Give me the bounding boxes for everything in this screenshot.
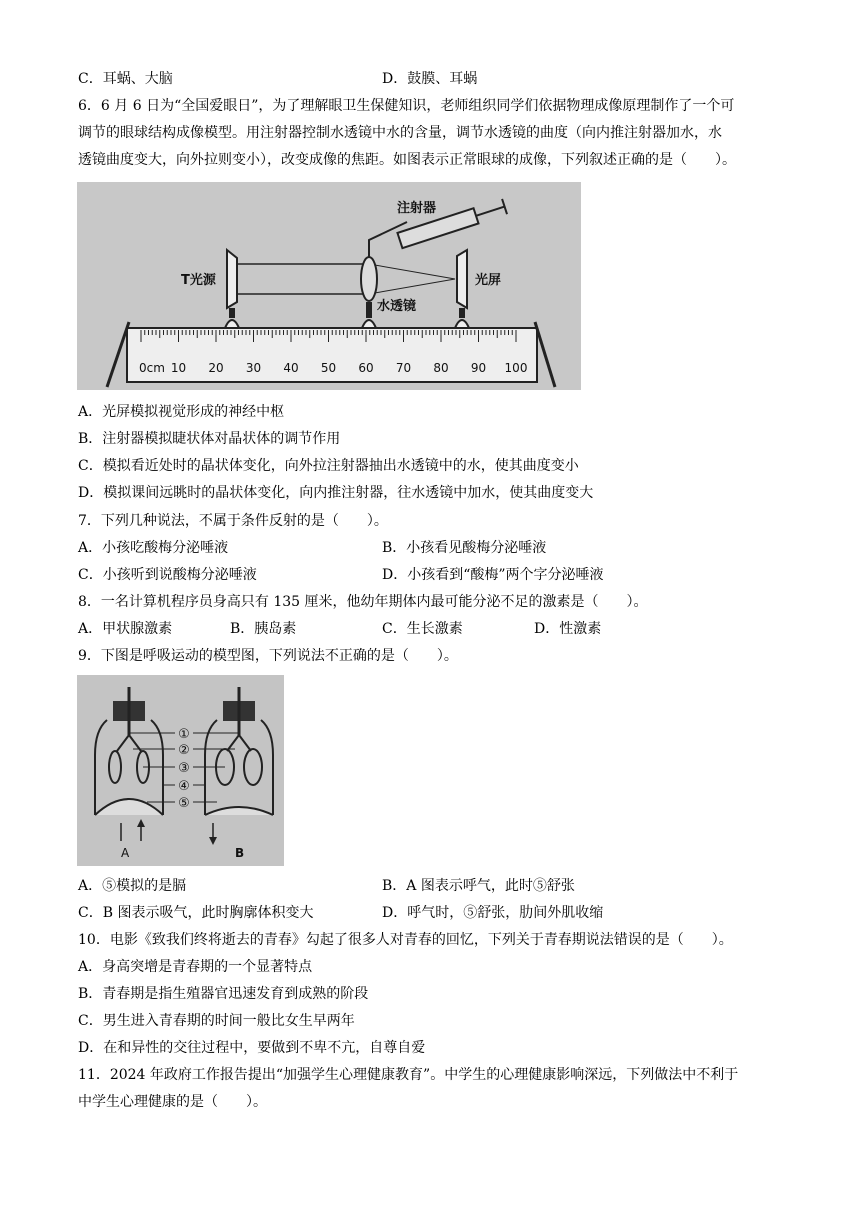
ruler-label: 80 (433, 361, 449, 375)
q6-stem-line-2: 调节的眼球结构成像模型。用注射器控制水透镜中水的含量，调节水透镜的曲度（向内推注射器加水，水 (78, 125, 722, 141)
q7-option-b: B．小孩看见酸梅分泌唾液 (382, 540, 547, 556)
q6-option-a: A．光屏模拟视觉形成的神经中枢 (78, 404, 285, 420)
figure-b-label: B (235, 846, 245, 860)
q10-option-b: B．青春期是指生殖器官迅速发育到成熟的阶段 (78, 986, 369, 1002)
q9-option-b: B．A 图表示呼气，此时⑤舒张 (382, 878, 575, 894)
q8-stem: 8．一名计算机程序员身高只有 135 厘米，他幼年期体内最可能分泌不足的激素是（ ）。 (78, 594, 648, 610)
q10-option-a: A．身高突增是青春期的一个显著特点 (78, 959, 313, 975)
q6-option-c: C．模拟看近处时的晶状体变化，向外拉注射器抽出水透镜中的水，使其曲度变小 (78, 458, 579, 474)
screen-label: 光屏 (475, 273, 502, 288)
q9-option-c: C．B 图表示吸气，此时胸廓体积变大 (78, 905, 314, 921)
q8-option-c: C．生长激素 (382, 621, 463, 637)
ruler-label: 30 (245, 361, 262, 375)
q7-option-c: C．小孩听到说酸梅分泌唾液 (78, 567, 257, 583)
lens-label: 水透镜 (377, 299, 417, 314)
q10-stem: 10．电影《致我们终将逝去的青春》勾起了很多人对青春的回忆，下列关于青春期说法错误的是（ ）。 (78, 932, 733, 948)
ruler-label: 10 (170, 361, 187, 375)
q10-option-c: C．男生进入青春期的时间一般比女生早两年 (78, 1013, 355, 1029)
part-4-label: ④ (178, 779, 190, 794)
ruler-label: 0cm (139, 361, 165, 375)
q8-option-a: A．甲状腺激素 (78, 621, 173, 637)
breathing-model-figure (77, 675, 284, 866)
syringe-label: 注射器 (397, 201, 437, 216)
q11-stem-line-1: 11．2024 年政府工作报告提出“加强学生心理健康教育”。中学生的心理健康影响深远，下列做法中不利于 (78, 1067, 739, 1083)
ruler-label: 40 (283, 361, 299, 375)
part-2-label: ② (178, 743, 190, 758)
q11-stem-line-2: 中学生心理健康的是（ ）。 (78, 1094, 267, 1110)
ruler-label: 20 (208, 361, 224, 375)
prev-option-d: D．鼓膜、耳蜗 (382, 71, 478, 87)
q8-option-d: D．性激素 (534, 621, 602, 637)
q7-stem: 7．下列几种说法，不属于条件反射的是（ ）。 (78, 513, 388, 529)
ruler-label: 90 (470, 361, 487, 375)
q9-stem: 9．下图是呼吸运动的模型图，下列说法不正确的是（ ）。 (78, 648, 458, 664)
q6-option-b: B．注射器模拟睫状体对晶状体的调节作用 (78, 431, 341, 447)
part-1-label: ① (178, 727, 190, 742)
light-source-label: T光源 (181, 273, 216, 288)
q10-option-d: D．在和异性的交往过程中，要做到不卑不亢，自尊自爱 (78, 1040, 426, 1056)
eye-model-figure (77, 182, 581, 390)
q8-option-b: B．胰岛素 (230, 621, 297, 637)
ruler-label: 60 (358, 361, 374, 375)
ruler-label: 50 (320, 361, 337, 375)
q7-option-d: D．小孩看到“酸梅”两个字分泌唾液 (382, 567, 604, 583)
q6-option-d: D．模拟课间远眺时的晶状体变化，向内推注射器，往水透镜中加水，使其曲度变大 (78, 485, 594, 501)
part-3-label: ③ (178, 761, 190, 776)
ruler-label: 100 (504, 361, 528, 375)
q7-option-a: A．小孩吃酸梅分泌唾液 (78, 540, 229, 556)
q6-stem-line-1: 6．6 月 6 日为“全国爱眼日”，为了理解眼卫生保健知识，老师组织同学们依据物理成像原理制作了一个可 (78, 98, 735, 114)
q9-option-a: A．⑤模拟的是膈 (78, 878, 187, 894)
part-5-label: ⑤ (178, 796, 190, 811)
q6-stem-line-3: 透镜曲度变大，向外拉则变小），改变成像的焦距。如图表示正常眼球的成像，下列叙述正确的是（ ）。 (78, 152, 736, 168)
q9-option-d: D．呼气时，⑤舒张，肋间外肌收缩 (382, 905, 604, 921)
ruler-label: 70 (395, 361, 412, 375)
figure-a-label: A (121, 846, 130, 860)
prev-option-c: C．耳蜗、大脑 (78, 71, 173, 87)
